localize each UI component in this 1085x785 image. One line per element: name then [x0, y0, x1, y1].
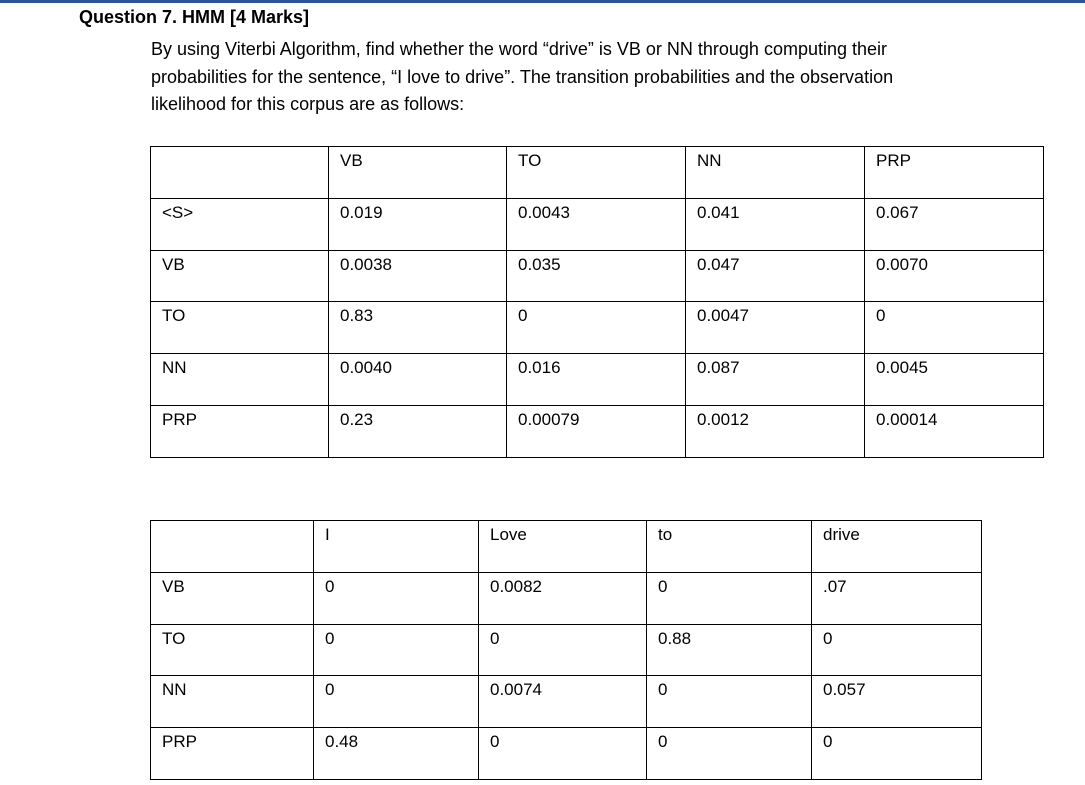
- table-row: [151, 354, 1044, 406]
- table-row: [151, 572, 982, 624]
- table-cell: 0.0074: [479, 676, 647, 728]
- table-cell: 0.0012: [686, 405, 865, 457]
- row-label-cell: NN: [151, 676, 314, 728]
- table-cell: 0: [507, 302, 686, 354]
- table-cell: 0.067: [865, 198, 1044, 250]
- table-cell: 0.041: [686, 198, 865, 250]
- table-cell: 0.0040: [329, 354, 507, 406]
- table-cell: 0.087: [686, 354, 865, 406]
- row-label-cell: TO: [151, 624, 314, 676]
- row-label-cell: PRP: [151, 728, 314, 780]
- row-label-cell: PRP: [151, 405, 329, 457]
- table-cell: 0: [314, 624, 479, 676]
- table-cell: 0.88: [647, 624, 812, 676]
- table-row: [151, 405, 1044, 457]
- table-row: [151, 676, 982, 728]
- table-row: [151, 198, 1044, 250]
- table-row: [151, 250, 1044, 302]
- table-cell: 0.83: [329, 302, 507, 354]
- row-label-cell: <S>: [151, 198, 329, 250]
- table-cell: 0.035: [507, 250, 686, 302]
- table-cell: 0.016: [507, 354, 686, 406]
- intro-line: probabilities for the sentence, “I love to drive”. The transition probabilities and the observation: [151, 66, 894, 87]
- question-title: Question 7. HMM [4 Marks]: [79, 7, 310, 27]
- table-cell: 0.48: [314, 728, 479, 780]
- table-cell: 0: [812, 728, 982, 780]
- table-header-cell: TO: [507, 147, 686, 199]
- table-cell: 0.0082: [479, 572, 647, 624]
- row-label-cell: VB: [151, 250, 329, 302]
- table-cell: 0: [647, 676, 812, 728]
- table-cell: 0: [865, 302, 1044, 354]
- table-cell: 0.00079: [507, 405, 686, 457]
- table-cell: 0.00014: [865, 405, 1044, 457]
- table-cell: 0: [314, 572, 479, 624]
- table-header-cell: to: [647, 521, 812, 573]
- table-cell: 0: [479, 728, 647, 780]
- table-header-cell: I: [314, 521, 479, 573]
- table-row: [151, 728, 982, 780]
- table-cell: 0.23: [329, 405, 507, 457]
- table-cell: [151, 147, 329, 199]
- table-header-cell: VB: [329, 147, 507, 199]
- intro-line: By using Viterbi Algorithm, find whether the word “drive” is VB or NN through computing their: [151, 39, 888, 59]
- table-cell: 0.0070: [865, 250, 1044, 302]
- table-cell: 0.0043: [507, 198, 686, 250]
- transition-probability-table: [150, 146, 1044, 458]
- table-cell: .07: [812, 572, 982, 624]
- table-cell: [151, 521, 314, 573]
- intro-line: likelihood for this corpus are as follows:: [151, 94, 465, 114]
- table-cell: 0.047: [686, 250, 865, 302]
- table-cell: 0.057: [812, 676, 982, 728]
- row-label-cell: VB: [151, 572, 314, 624]
- top-rule: [0, 0, 1085, 3]
- table-cell: 0.0038: [329, 250, 507, 302]
- row-label-cell: NN: [151, 354, 329, 406]
- table-cell: 0: [647, 728, 812, 780]
- table-row: [151, 302, 1044, 354]
- table-header-row: [151, 147, 1044, 199]
- table-header-cell: Love: [479, 521, 647, 573]
- table-header-cell: PRP: [865, 147, 1044, 199]
- table-cell: 0: [314, 676, 479, 728]
- observation-likelihood-table: [150, 520, 982, 780]
- table-header-cell: drive: [812, 521, 982, 573]
- table-cell: 0: [479, 624, 647, 676]
- row-label-cell: TO: [151, 302, 329, 354]
- table-cell: 0.019: [329, 198, 507, 250]
- question-intro: [151, 36, 1031, 119]
- table-cell: 0: [812, 624, 982, 676]
- table-header-cell: NN: [686, 147, 865, 199]
- table-cell: 0.0047: [686, 302, 865, 354]
- table-row: [151, 624, 982, 676]
- table-header-row: [151, 521, 982, 573]
- table-cell: 0: [647, 572, 812, 624]
- table-cell: 0.0045: [865, 354, 1044, 406]
